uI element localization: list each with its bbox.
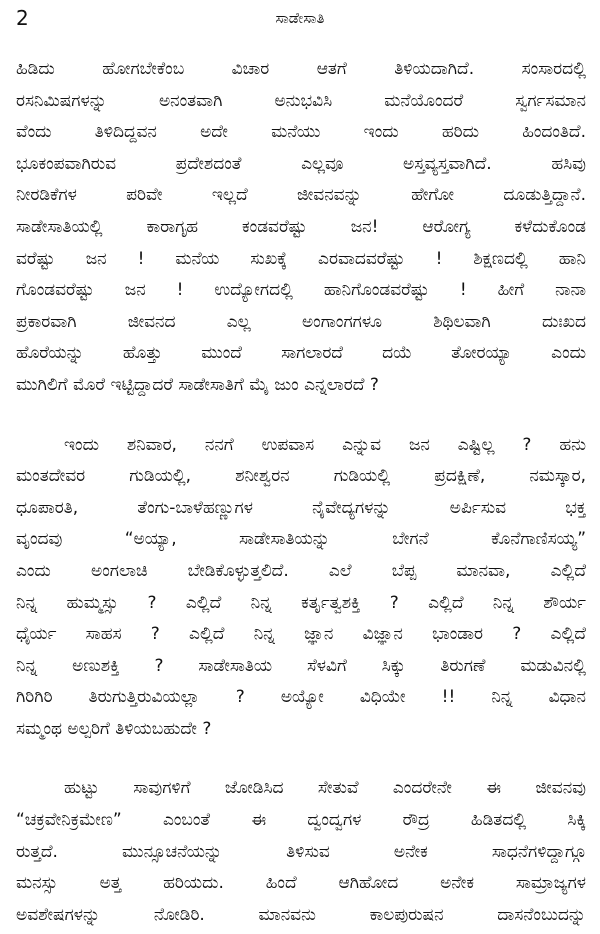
text-line: ಅವಶೇಷಗಳನ್ನು ನೋಡಿರಿ. ಮಾನವನು ಕಾಲಪುರುಷನ ದಾಸನೆಂಬುದನ್ನು bbox=[16, 904, 586, 925]
text-line: ಭೂಕಂಪವಾಗಿರುವ ಪ್ರದೇಶದಂತೆ ಎಲ್ಲವೂ ಅಸ್ತವ್ಯಸ್ತವಾಗಿದೆ. ಹಸಿವು bbox=[16, 153, 586, 174]
text-line: ಹುಟ್ಟು ಸಾವುಗಳಿಗೆ ಜೋಡಿಸಿದ ಸೇತುವೆ ಎಂದರೇನೇ ಈ ಜೀವನವು bbox=[64, 778, 586, 799]
body-text bbox=[16, 54, 586, 931]
text-line: ನಿನ್ನ ಹುಮ್ಮಸ್ಸು ? ಎಲ್ಲಿದೆ ನಿನ್ನ ಕರ್ತೃತ್ವಶಕ್ತಿ ? ಎಲ್ಲಿದೆ ನಿನ್ನ ಶೌರ್ಯ bbox=[16, 592, 586, 613]
text-line: ಸಾಡೇಸಾತಿಯಲ್ಲಿ ಕಾರಾಗೃಹ ಕಂಡವರೆಷ್ಟು ಜನ! ಆರೋಗ್ಯ ಕಳೆದುಕೊಂಡ bbox=[16, 216, 586, 237]
paragraph-spacer bbox=[16, 745, 586, 773]
text-line: ವೃಂದವು “ಅಯ್ಯಾ, ಸಾಡೇಸಾತಿಯನ್ನು ಬೇಗನೆ ಕೊನೆಗಾಣಿಸಯ್ಯ” bbox=[16, 529, 586, 550]
text-line: ವರೆಷ್ಟು ಜನ ! ಮನೆಯ ಸುಖಕ್ಕೆ ಎರವಾದವರೆಷ್ಟು ! ಶಿಕ್ಷಣದಲ್ಲಿ ಹಾನಿ bbox=[16, 248, 586, 269]
text-line: ವೆಂದು ತಿಳಿದಿದ್ದವನ ಅದೇ ಮನೆಯು ಇಂದು ಹರಿದು ಹಿಂದಂತಿದೆ. bbox=[16, 122, 586, 143]
paragraph-1 bbox=[16, 54, 586, 402]
text-line: ಹಿಡಿದು ಹೋಗಬೇಕೆಂಬ ವಿಚಾರ ಆತಗೆ ತಿಳಿಯದಾಗಿದೆ. ಸಂಸಾರದಲ್ಲಿ bbox=[16, 59, 586, 79]
text-line: ಎಂದು ಅಂಗಲಾಚಿ ಬೇಡಿಕೊಳ್ಳುತ್ತಲಿದೆ. ಎಲೆ ಬೆಪ್ಪ ಮಾನವಾ, ಎಲ್ಲಿದೆ bbox=[16, 560, 586, 581]
text-line: ಹೊರೆಯನ್ನು ಹೊತ್ತು ಮುಂದೆ ಸಾಗಲಾರದೆ ದಯೆ ತೋರಯ್ಯಾ ಎಂದು bbox=[16, 343, 586, 364]
paragraph-3 bbox=[16, 773, 586, 931]
text-line: ನಿನ್ನ ಅಣುಶಕ್ತಿ ? ಸಾಡೇಸಾತಿಯ ಸೆಳವಿಗೆ ಸಿಕ್ಕು ತಿರುಗಣೆ ಮಡುವಿನಲ್ಲಿ bbox=[16, 655, 586, 676]
text-line: ರುತ್ತದೆ. ಮುನ್ಸೂಚನೆಯನ್ನು ತಿಳಿಸುವ ಅನೇಕ ಸಾಧನೆಗಳಿದ್ದಾಗ್ಗೂ bbox=[16, 841, 586, 862]
text-line: ಮುಗಿಲಿಗೆ ಮೊರೆ ಇಟ್ಟಿದ್ದಾದರೆ ಸಾಡೇಸಾತಿಗೆ ಮೈ ಜುಂ ಎನ್ನಲಾರದೆ ? bbox=[16, 374, 379, 395]
text-line: ಪ್ರಕಾರವಾಗಿ ಜೀವನದ ಎಲ್ಲ ಅಂಗಾಂಗಗಳೂ ಶಿಥಿಲವಾಗಿ ದುಃಖದ bbox=[16, 311, 586, 332]
text-line: ಇಂದು ಶನಿವಾರ, ನನಗೆ ಉಪವಾಸ ಎನ್ನುವ ಜನ ಎಷ್ಟಿಲ್ಲ ? ಹನು bbox=[64, 434, 586, 455]
text-line: ಗೊಂಡವರೆಷ್ಟು ಜನ ! ಉದ್ಯೋಗದಲ್ಲಿ ಹಾನಿಗೊಂಡವರೆಷ್ಟು ! ಹೀಗೆ ನಾನಾ bbox=[16, 280, 586, 301]
page-header bbox=[16, 6, 584, 34]
text-line: ಮನಸ್ಸು ಅತ್ತ ಹರಿಯದು. ಹಿಂದೆ ಆಗಿಹೋದ ಅನೇಕ ಸಾಮ್ರಾಜ್ಯಗಳ bbox=[16, 873, 586, 894]
paragraph-2 bbox=[16, 430, 586, 746]
text-line: ನೀರಡಿಕೆಗಳ ಪರಿವೇ ಇಲ್ಲದೆ ಜೀವನವನ್ನು ಹೇಗೋ ದೂಡುತ್ತಿದ್ದಾನೆ. bbox=[16, 185, 586, 206]
running-title: ಸಾಡೇಸಾತಿ bbox=[275, 9, 325, 27]
text-line: ಮಂತದೇವರ ಗುಡಿಯಲ್ಲಿ, ಶನೀಶ್ವರನ ಗುಡಿಯಲ್ಲಿ ಪ್ರದಕ್ಷಿಣೆ, ನಮಸ್ಕಾರ, bbox=[16, 466, 586, 487]
text-line: ರಸನಿಮಿಷಗಳನ್ನು ಅನಂತವಾಗಿ ಅನುಭವಿಸಿ ಮನೆಯೊಂದರೆ ಸ್ವರ್ಗಸಮಾನ bbox=[16, 90, 586, 111]
page-number: 2 bbox=[16, 6, 29, 30]
text-line: ಧೈರ್ಯ ಸಾಹಸ ? ಎಲ್ಲಿದೆ ನಿನ್ನ ಜ್ಞಾನ ವಿಜ್ಞಾನ ಭಾಂಡಾರ ? ಎಲ್ಲಿದೆ bbox=[16, 624, 586, 645]
text-line: “ಚಕ್ರವೇನಿಕ್ರಮೇಣ” ಎಂಬಂತೆ ಈ ದ್ವಂದ್ವಗಳ ರೌದ್ರ ಹಿಡಿತದಲ್ಲಿ ಸಿಕ್ಕಿ bbox=[16, 810, 586, 831]
text-line: ಸಮ್ಮಂಥ ಅಲ್ಪರಿಗೆ ತಿಳಿಯಬಹುದೇ ? bbox=[16, 718, 212, 739]
text-line: ಧೂಪಾರತಿ, ತೆಂಗು-ಬಾಳೆಹಣ್ಣುಗಳ ನೈವೇದ್ಯಗಳನ್ನು ಅರ್ಪಿಸುವ ಭಕ್ತ bbox=[16, 497, 586, 518]
paragraph-spacer bbox=[16, 402, 586, 430]
text-line: ಗಿರಿಗಿರಿ ತಿರುಗುತ್ತಿರುವಿಯಲ್ಲಾ ? ಅಯ್ಯೋ ವಿಧಿಯೇ !! ನಿನ್ನ ವಿಧಾನ bbox=[16, 687, 586, 708]
